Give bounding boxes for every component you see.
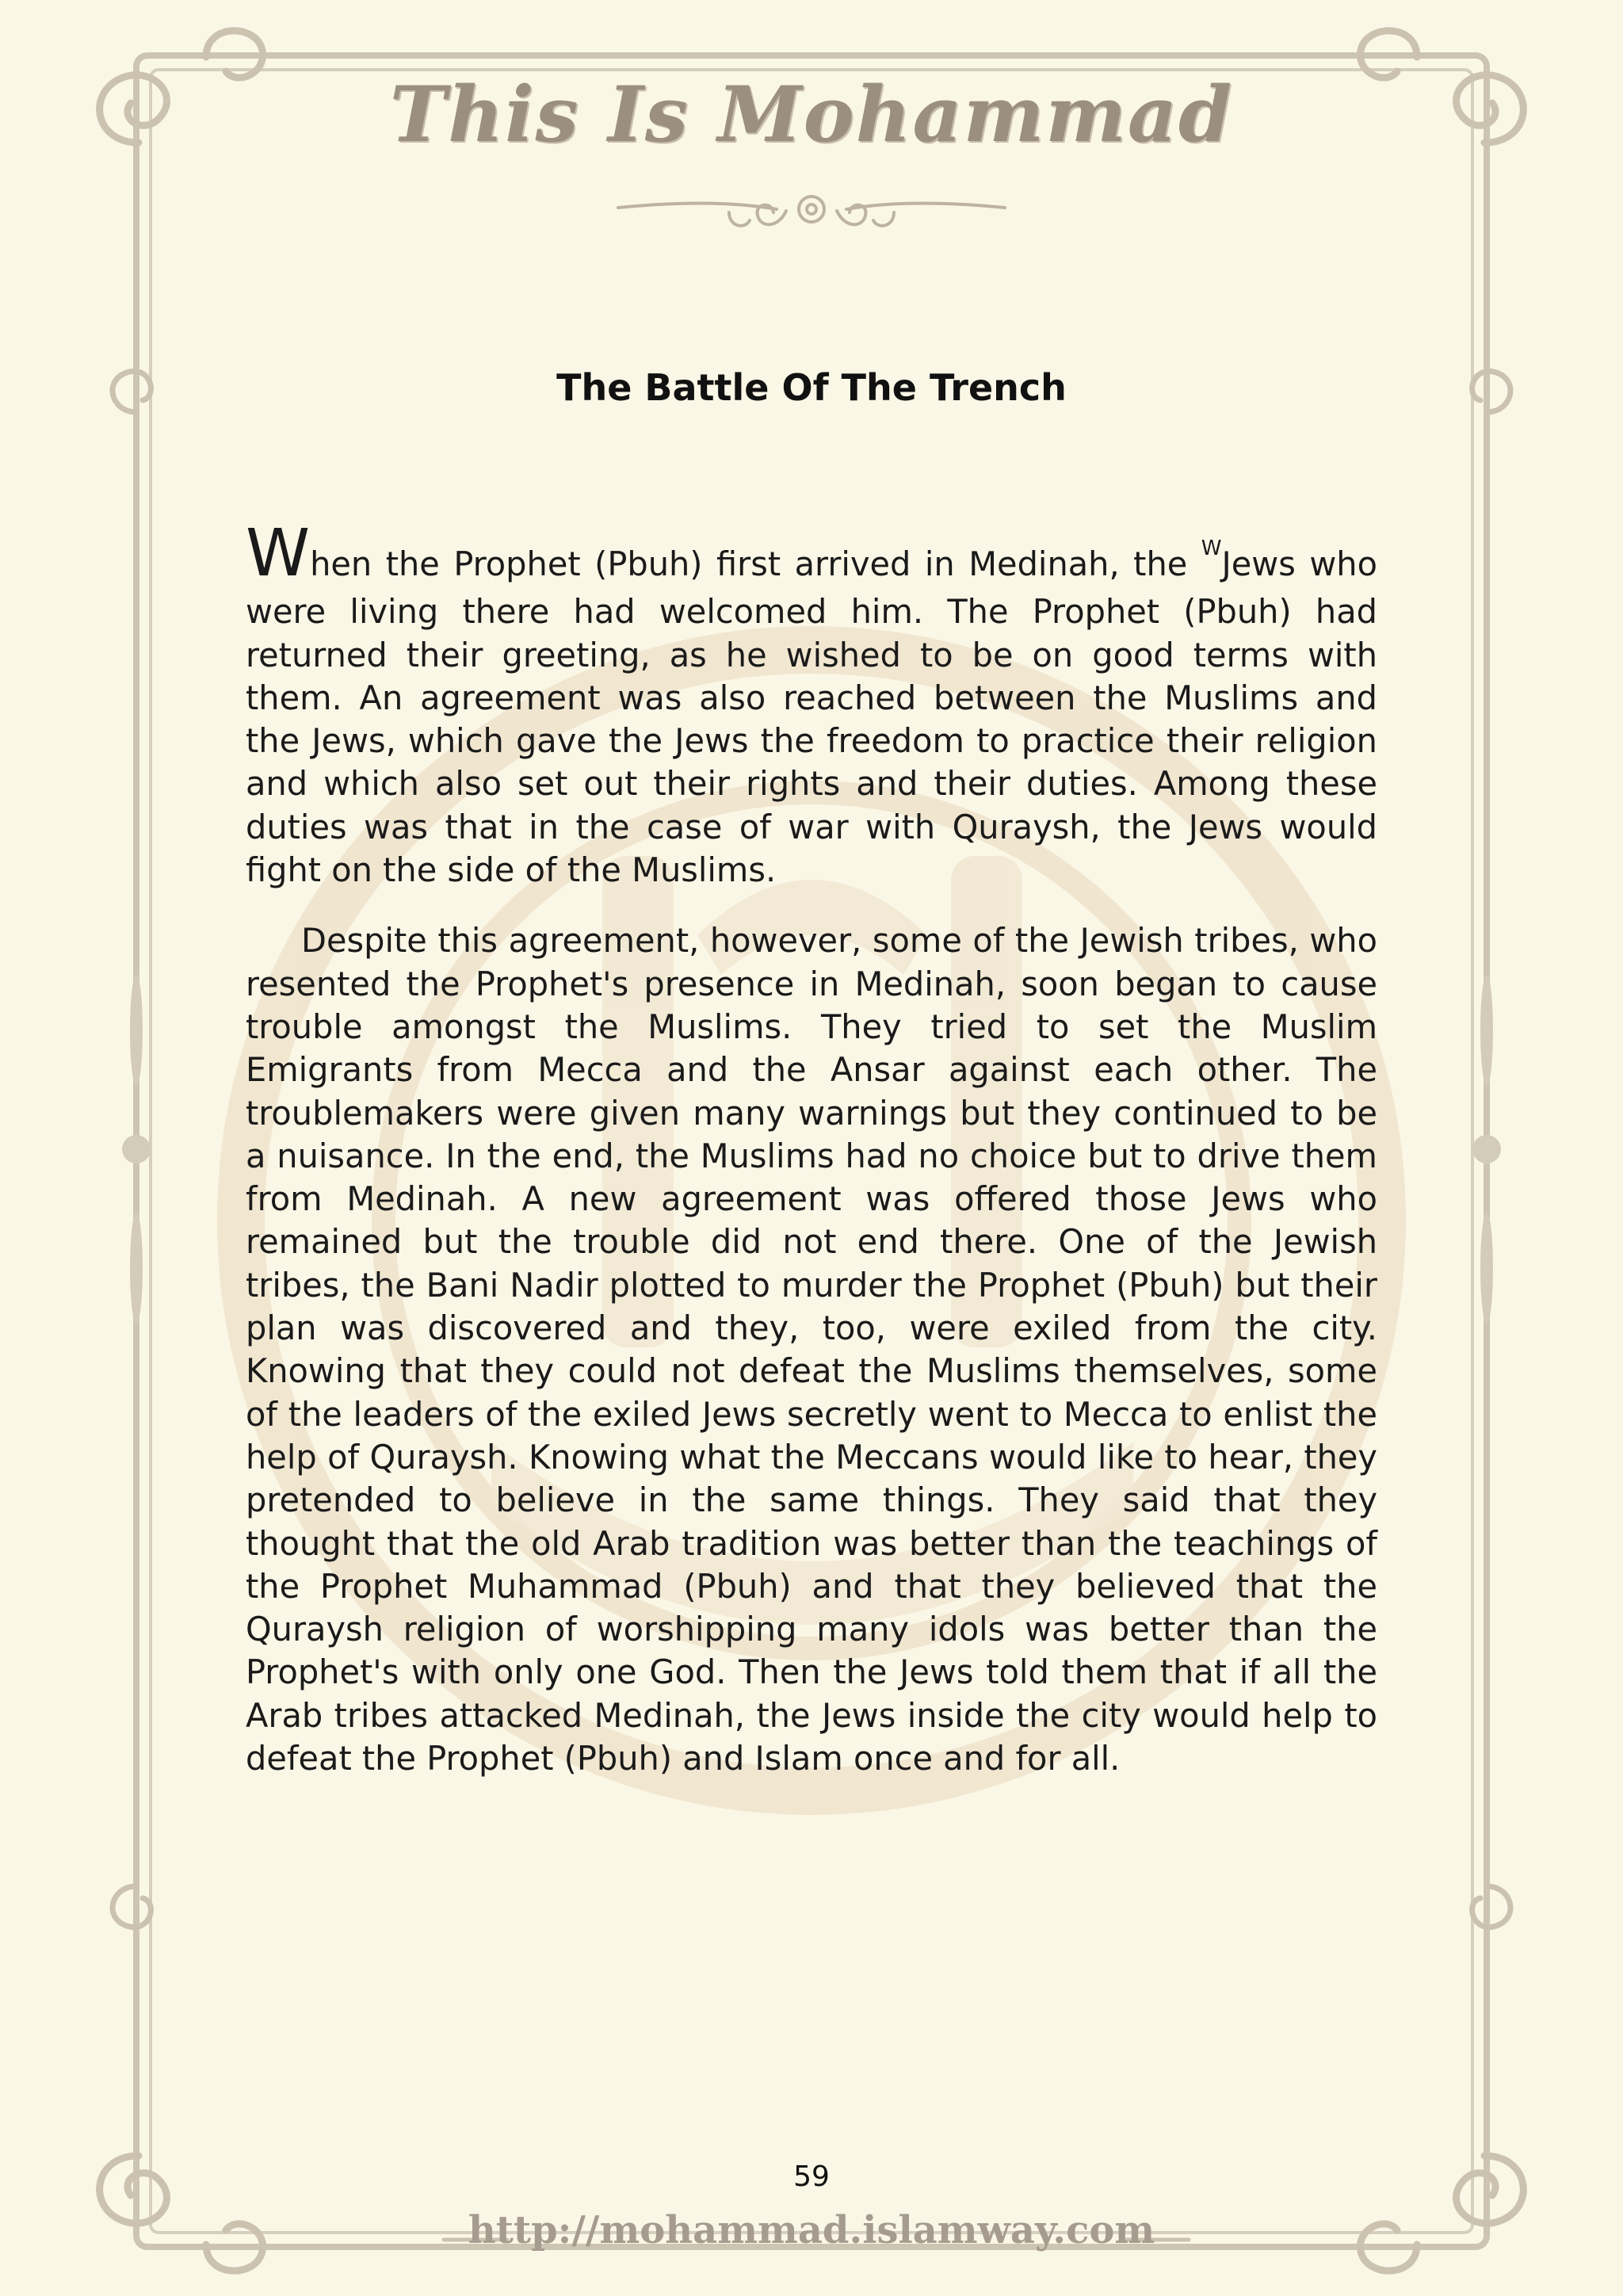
drop-cap: W [246,516,311,591]
superscript-mark: W [1201,537,1222,560]
footer-url: http://mohammad.islamway.com [468,2208,1155,2252]
paragraph-1 [246,516,1377,892]
paragraph-2: Despite this agreement, however, some of the Jewish tribes, who resented the Prophet's presence in Medinah, soon began to cause trouble amongst the Muslims. They tried to set the Muslim Emigrants from Mecca and the Ansar against each other. The troublemakers were given many warnings but they continued to be a nuisance. In the end, the Muslims had no choice but to drive them from Medinah. A new agreement was offered those Jews who remained but the trouble did not end there. One of the Jewish tribes, the Bani Nadir plotted to murder the Prophet (Pbuh) but their plan was discovered and they, too, were exiled from the city. Knowing that they could not defeat the Muslims themselves, some of the leaders of the exiled Jews secretly went to Mecca to enlist the help of Quraysh. Knowing what the Meccans would like to hear, they pretended to believe in the same things. They said that they thought that the old Arab tradition was better than the teachings of the Prophet Muhammad (Pbuh) and that they believed that the Quraysh religion of worshipping many idols was better than the Prophet's with only one God. Then the Jews told them that if all the Arab tribes attacked Medinah, the Jews inside the city would help to defeat the Prophet (Pbuh) and Islam once and for all. [246,921,1377,1778]
title-ornament-divider [610,184,1013,247]
chapter-body [246,516,1377,1780]
paragraph-1-text-a: hen the Prophet (Pbuh) first arrived in Medinah, the [310,544,1201,583]
page-number: 59 [793,2160,830,2193]
paragraph-1-text-b: Jews who were living there had welcomed him. The Prophet (Pbuh) had returned their greeting, as he wished to be on good terms with them. An agreement was also reached between the Muslims and the Jews, which gave the Jews the freedom to practice their religion and which also set out their rights and their duties. Among these duties was that in the case of war with Quraysh, the Jews would fight on the side of the Muslims. [246,544,1377,890]
book-title-header: This Is Mohammad [389,70,1234,159]
chapter-title: The Battle Of The Trench [556,366,1067,409]
